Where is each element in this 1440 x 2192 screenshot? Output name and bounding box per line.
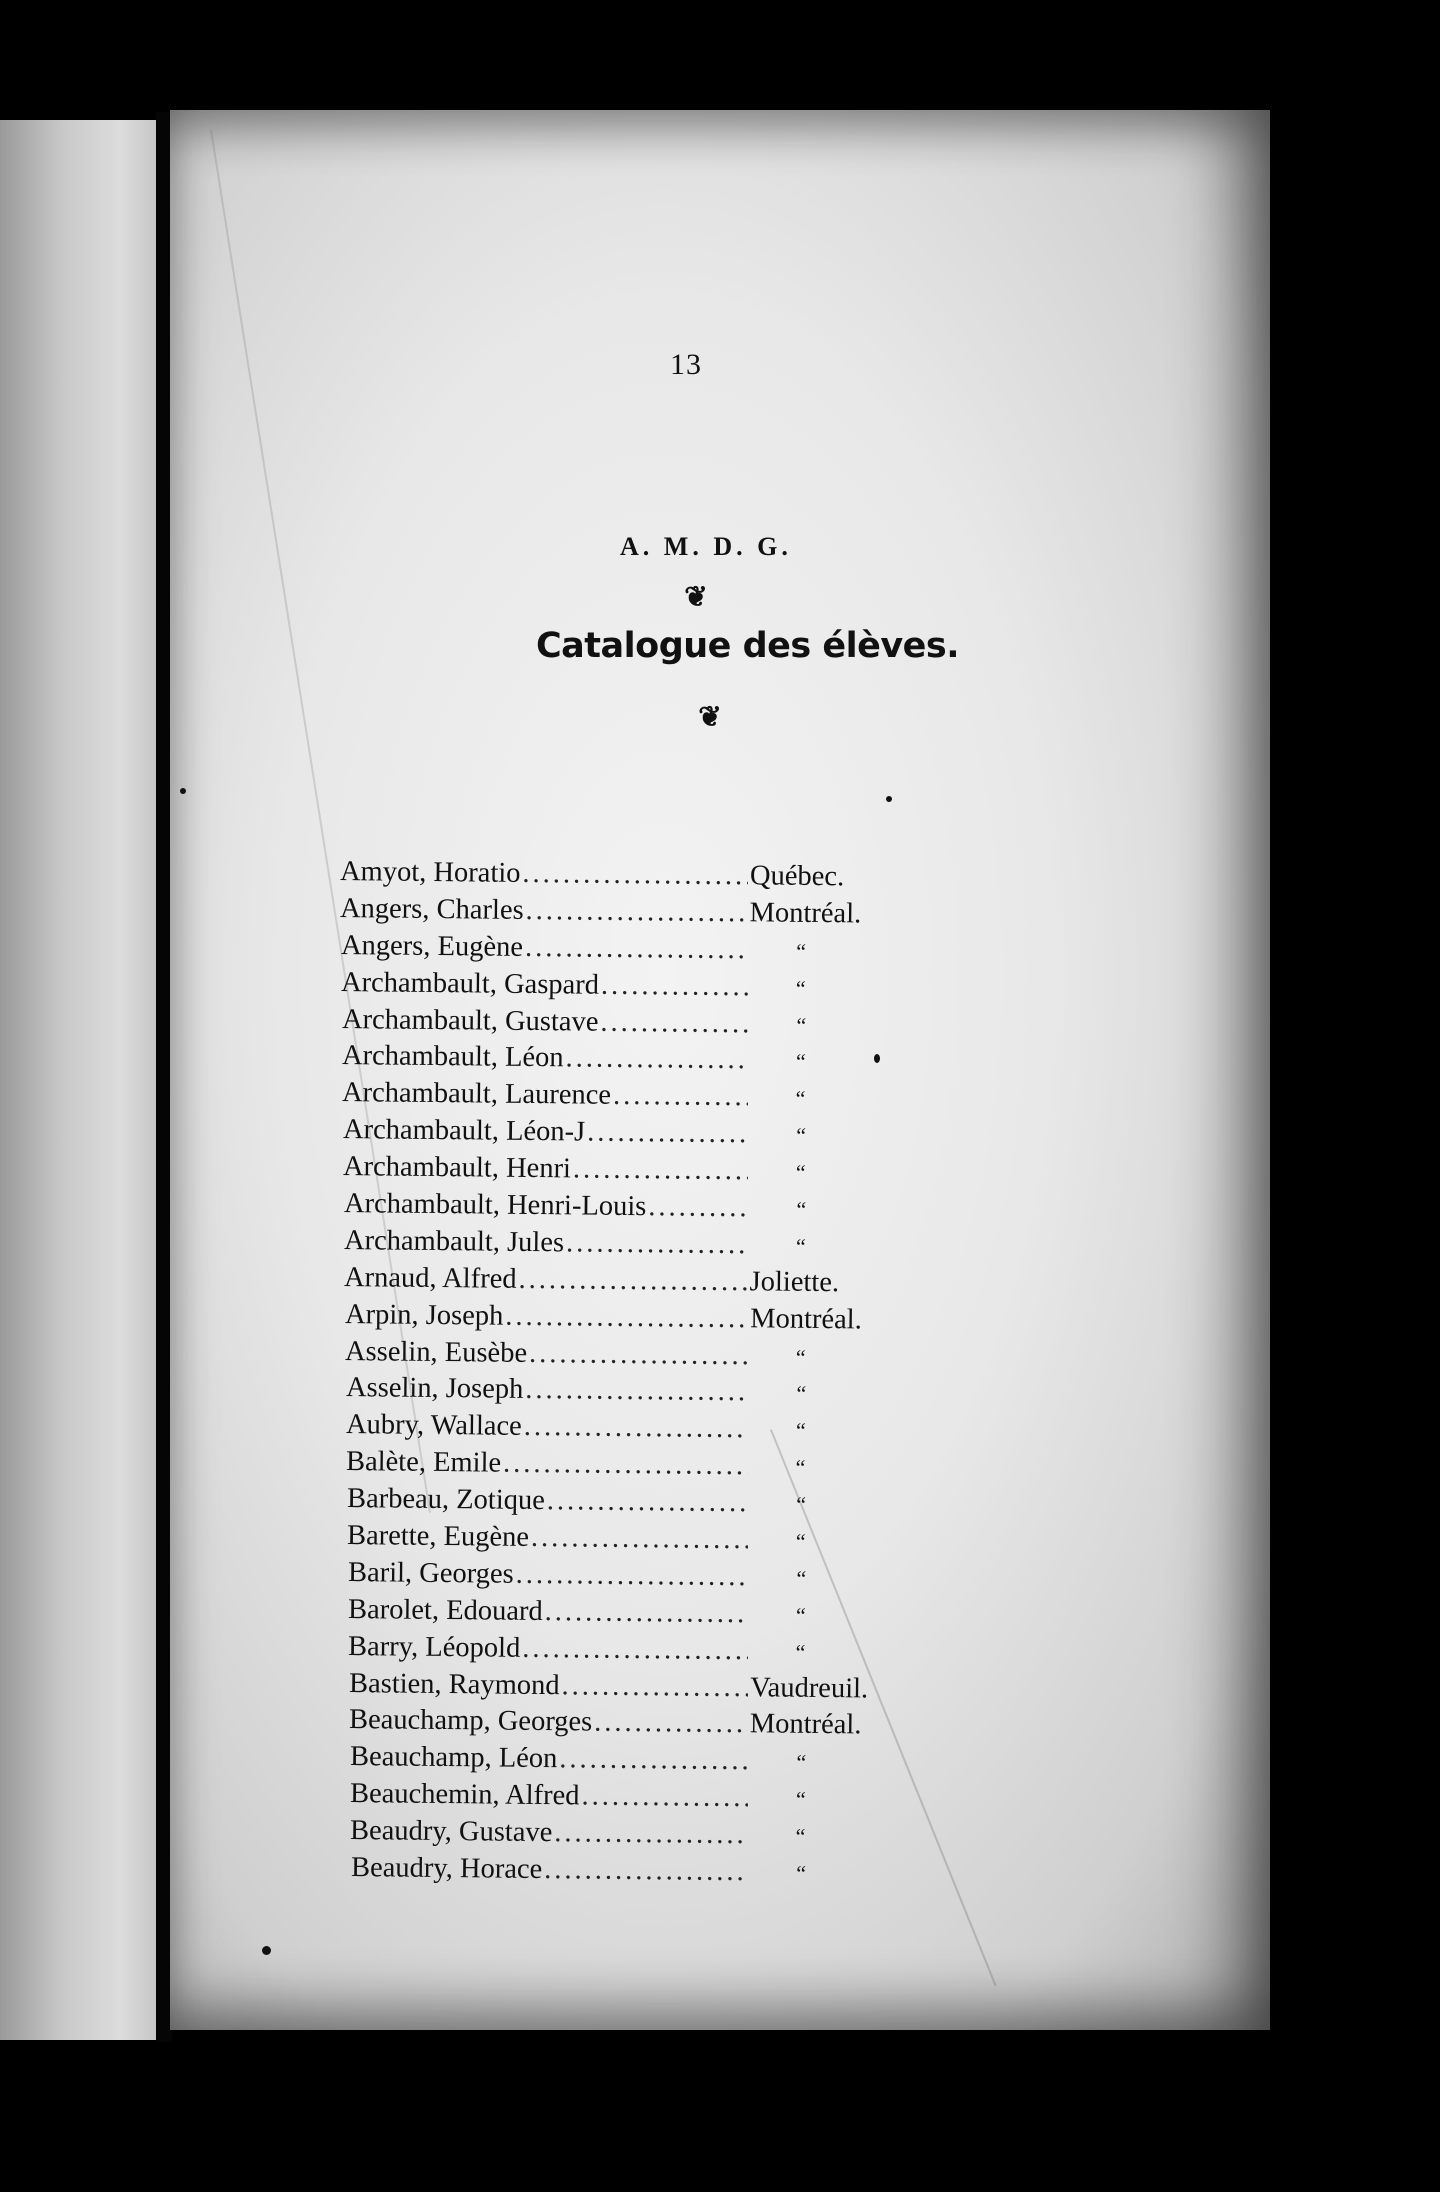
student-name: Archambault, Léon xyxy=(341,1040,564,1074)
student-name: Barolet, Edouard xyxy=(347,1593,543,1627)
dot-leader xyxy=(566,1227,748,1261)
ink-speck xyxy=(180,788,186,794)
dot-leader xyxy=(524,1411,749,1445)
list-item xyxy=(345,1372,900,1415)
student-name: Balète, Emile xyxy=(346,1446,502,1479)
dot-leader xyxy=(523,1633,749,1667)
dot-leader xyxy=(545,1596,749,1630)
student-hometown: “ xyxy=(795,1528,806,1554)
student-name: Angers, Eugène xyxy=(340,929,524,963)
list-item xyxy=(345,1336,900,1379)
student-name: Beauchamp, Georges xyxy=(349,1704,593,1739)
list-item xyxy=(350,1778,900,1821)
list-item xyxy=(345,1299,901,1342)
student-name: Bastien, Raymond xyxy=(348,1667,560,1701)
list-item xyxy=(347,1520,900,1563)
student-hometown: “ xyxy=(795,1418,806,1444)
list-item xyxy=(347,1483,901,1526)
dot-leader xyxy=(505,1300,748,1335)
student-hometown: Montréal. xyxy=(749,1708,862,1741)
student-hometown: “ xyxy=(795,1750,806,1776)
list-item xyxy=(343,1151,900,1194)
dot-leader xyxy=(594,1707,748,1741)
list-item xyxy=(350,1815,900,1858)
student-hometown: “ xyxy=(795,1012,806,1038)
dot-leader xyxy=(559,1744,748,1778)
student-hometown: Québec. xyxy=(749,860,845,893)
dot-leader xyxy=(522,858,748,892)
ornament-icon: ❦ xyxy=(698,702,722,733)
student-name: Beaudry, Horace xyxy=(350,1852,543,1886)
list-item xyxy=(343,1188,900,1231)
list-item xyxy=(351,1852,901,1895)
student-hometown: “ xyxy=(795,1159,806,1185)
dot-leader xyxy=(544,1854,748,1888)
student-name: Archambault, Gaspard xyxy=(341,966,600,1001)
student-hometown: Montréal. xyxy=(749,1302,862,1336)
dot-leader xyxy=(555,1817,749,1851)
student-name: Archambault, Henri xyxy=(343,1151,572,1185)
student-hometown: “ xyxy=(795,1049,806,1075)
list-item xyxy=(341,967,900,1010)
student-name: Baril, Georges xyxy=(347,1556,514,1590)
page-title: Catalogue des élèves. xyxy=(536,626,960,666)
previous-page-edge xyxy=(0,120,160,2040)
student-name: Arnaud, Alfred xyxy=(344,1261,518,1295)
list-item xyxy=(349,1704,900,1747)
student-name: Asselin, Eusèbe xyxy=(345,1335,528,1369)
dot-leader xyxy=(515,1559,748,1593)
list-item xyxy=(348,1631,900,1674)
page-number: 13 xyxy=(670,348,702,381)
dot-leader xyxy=(600,1006,748,1040)
student-hometown: “ xyxy=(795,1823,806,1849)
list-item xyxy=(348,1594,900,1637)
student-hometown: “ xyxy=(795,1491,806,1517)
student-hometown: “ xyxy=(795,1233,806,1259)
list-item xyxy=(347,1557,900,1600)
ink-speck xyxy=(886,796,892,802)
student-hometown: Joliette. xyxy=(749,1266,840,1298)
student-hometown: “ xyxy=(795,1565,806,1591)
dot-leader xyxy=(503,1448,748,1483)
book-page xyxy=(170,110,1270,2030)
student-name: Archambault, Jules xyxy=(343,1224,565,1259)
student-name: Beauchemin, Alfred xyxy=(349,1778,580,1812)
student-hometown: “ xyxy=(795,1639,806,1665)
list-item xyxy=(349,1668,901,1711)
student-hometown: “ xyxy=(795,1786,806,1813)
student-hometown: “ xyxy=(795,1086,806,1112)
list-item xyxy=(340,856,900,899)
student-hometown: Montréal. xyxy=(749,897,862,930)
dot-leader xyxy=(525,932,748,966)
dot-leader xyxy=(573,1154,748,1188)
student-hometown: “ xyxy=(795,1344,806,1370)
student-name: Archambault, Léon-J xyxy=(342,1114,586,1148)
dot-leader xyxy=(587,1117,748,1151)
student-name: Archambault, Laurence xyxy=(342,1077,612,1112)
dot-leader xyxy=(529,1338,748,1372)
dot-leader xyxy=(613,1080,748,1113)
ink-speck xyxy=(262,1946,271,1955)
dot-leader xyxy=(601,969,748,1003)
list-item xyxy=(341,930,901,973)
dot-leader xyxy=(525,1374,748,1408)
dot-leader xyxy=(531,1522,748,1556)
list-item xyxy=(346,1446,900,1489)
student-name: Beauchamp, Léon xyxy=(349,1741,558,1775)
student-name: Barette, Eugène xyxy=(347,1520,530,1553)
dot-leader xyxy=(565,1043,748,1077)
list-item xyxy=(342,1040,900,1083)
student-name: Angers, Charles xyxy=(340,892,525,926)
student-name: Asselin, Joseph xyxy=(345,1372,524,1406)
student-name: Amyot, Horatio xyxy=(339,856,521,889)
student-name: Beaudry, Gustave xyxy=(350,1815,553,1849)
student-hometown: “ xyxy=(795,1122,806,1149)
dot-leader xyxy=(526,895,748,929)
student-list xyxy=(340,856,900,1889)
dot-leader xyxy=(561,1670,748,1704)
dot-leader xyxy=(581,1781,748,1815)
student-name: Archambault, Henri-Louis xyxy=(343,1188,647,1223)
student-hometown: Vaudreuil. xyxy=(749,1671,869,1705)
ornament-icon: ❦ xyxy=(684,582,708,613)
student-hometown: “ xyxy=(795,1196,806,1222)
list-item xyxy=(340,893,900,936)
list-item xyxy=(346,1409,900,1452)
student-hometown: “ xyxy=(795,1602,806,1628)
student-name: Aubry, Wallace xyxy=(345,1409,522,1443)
student-hometown: “ xyxy=(795,1454,806,1481)
student-hometown: “ xyxy=(795,1381,806,1407)
dot-leader xyxy=(547,1485,749,1519)
list-item xyxy=(342,1077,900,1120)
list-item xyxy=(343,1114,901,1157)
student-hometown: “ xyxy=(795,938,806,964)
student-hometown: “ xyxy=(795,975,806,1001)
student-name: Barbeau, Zotique xyxy=(346,1483,545,1517)
list-item xyxy=(344,1262,900,1305)
list-item xyxy=(344,1225,900,1268)
page-heading: A. M. D. G. xyxy=(620,532,792,561)
list-item xyxy=(349,1741,900,1784)
dot-leader xyxy=(519,1264,748,1298)
dot-leader xyxy=(648,1191,748,1224)
student-name: Archambault, Gustave xyxy=(341,1003,599,1038)
student-name: Barry, Léopold xyxy=(348,1630,521,1664)
student-hometown: “ xyxy=(795,1860,806,1886)
student-name: Arpin, Joseph xyxy=(344,1298,504,1332)
